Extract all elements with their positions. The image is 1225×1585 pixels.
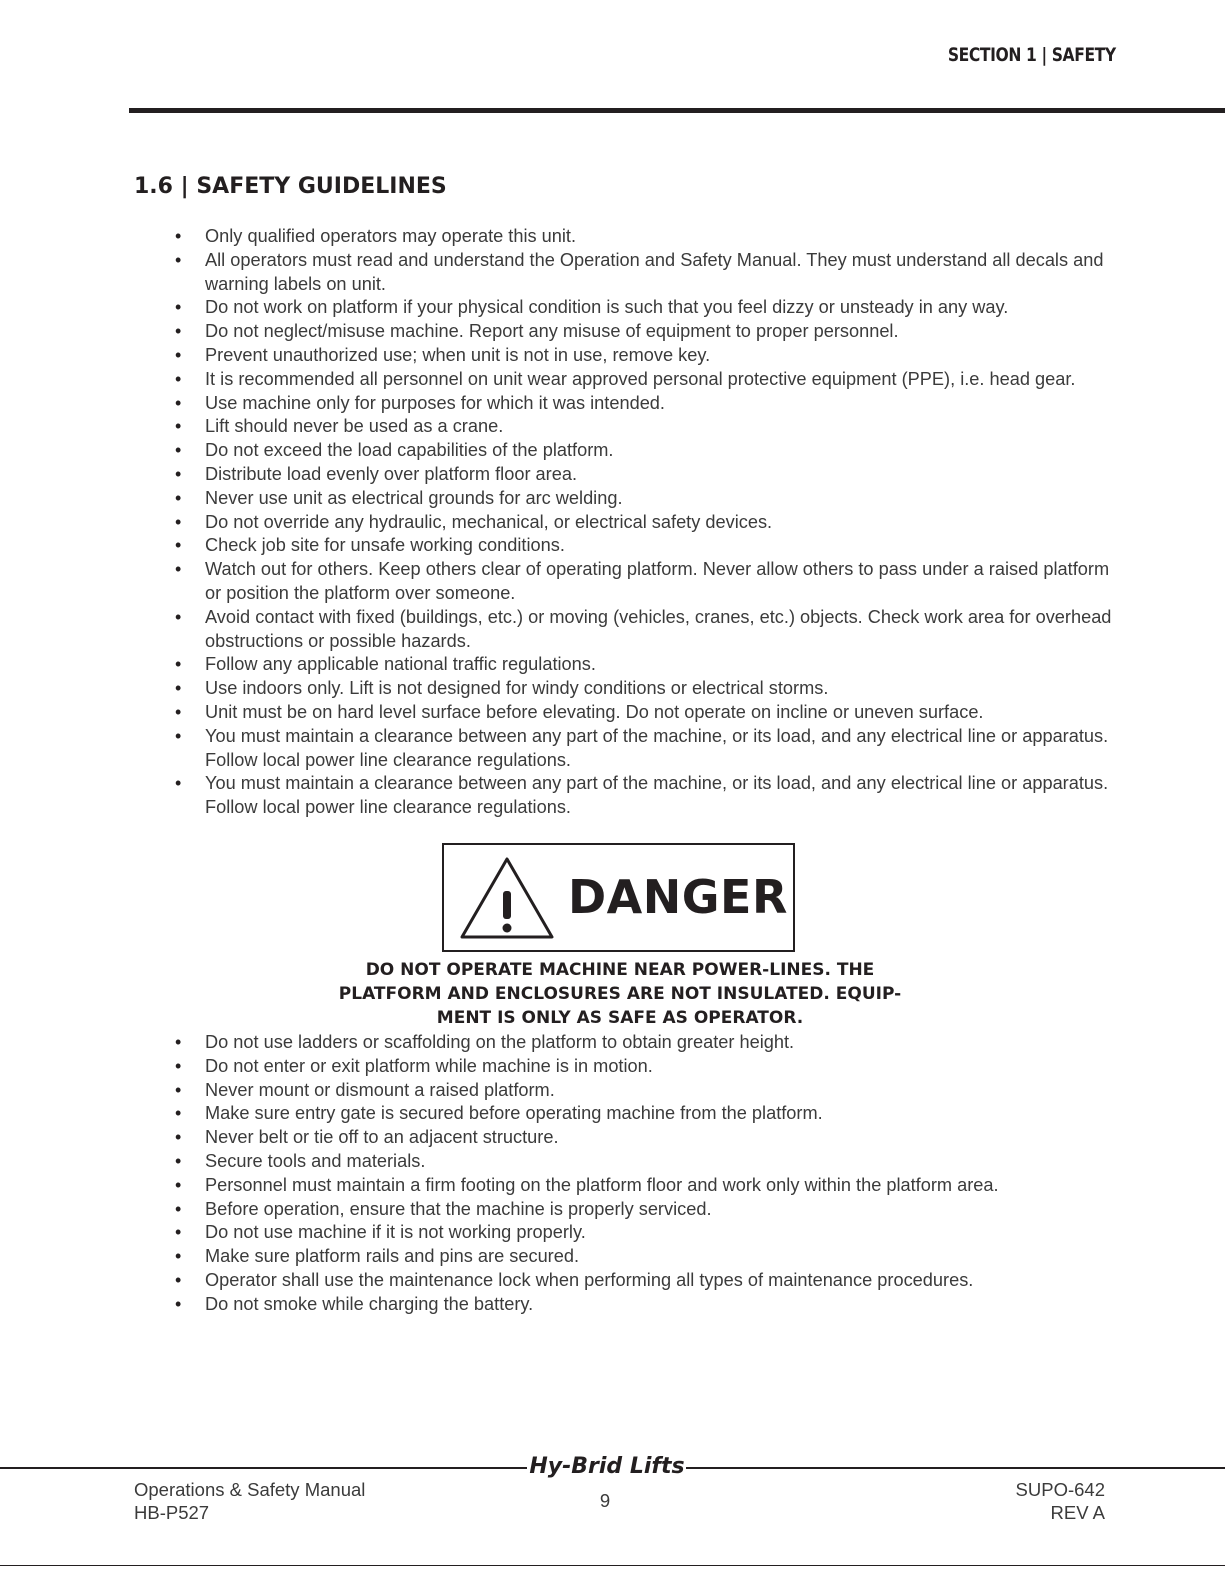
guideline-item: • Never mount or dismount a raised platform. (205, 1079, 1115, 1103)
guideline-item: • Do not use ladders or scaffolding on the platform to obtain greater height. (205, 1031, 1115, 1055)
revision: REV A (1050, 1502, 1105, 1523)
document-number: SUPO-642 (1015, 1479, 1105, 1500)
manual-title: Operations & Safety Manual (134, 1479, 366, 1500)
guideline-item: • Distribute load evenly over platform floor area. (205, 463, 1115, 487)
guideline-item: • Personnel must maintain a firm footing on the platform floor and work only within the platform area. (205, 1174, 1115, 1198)
guideline-item: • Prevent unauthorized use; when unit is not in use, remove key. (205, 344, 1115, 368)
guideline-item: • You must maintain a clearance between any part of the machine, or its load, and any electrical line or apparatus. Follow local power line clearance regulations. (205, 725, 1115, 773)
footer-divider-left (0, 1467, 527, 1469)
guideline-item: • Lift should never be used as a crane. (205, 415, 1115, 439)
danger-warning-text (318, 958, 922, 1030)
footer-divider-right (686, 1467, 1225, 1469)
page-bottom-edge (0, 1565, 1225, 1566)
page-number: 9 (599, 1490, 611, 1511)
brand-logo: Hy-Brid Lifts (529, 1454, 685, 1479)
danger-label (442, 843, 795, 952)
danger-line: MENT IS ONLY AS SAFE AS OPERATOR. (436, 1008, 804, 1028)
header-divider (129, 108, 1225, 113)
guideline-item: • All operators must read and understand the Operation and Safety Manual. They must understand all decals and warning labels on unit. (205, 249, 1115, 297)
guideline-item: • You must maintain a clearance between any part of the machine, or its load, and any electrical line or apparatus. Follow local power line clearance regulations. (205, 772, 1115, 820)
footer-manual-info (134, 1478, 365, 1524)
guidelines-list-after (205, 1031, 1115, 1317)
guideline-item: • Avoid contact with fixed (buildings, etc.) or moving (vehicles, cranes, etc.) objects. Check work area for overhead obstructions or possible hazards. (205, 606, 1115, 654)
guideline-item: • Follow any applicable national traffic regulations. (205, 653, 1115, 677)
guideline-item: • Unit must be on hard level surface before elevating. Do not operate on incline or uneven surface. (205, 701, 1115, 725)
model-number: HB-P527 (134, 1502, 210, 1523)
danger-word: DANGER (568, 870, 788, 924)
guideline-item: • Do not exceed the load capabilities of the platform. (205, 439, 1115, 463)
guideline-item: • Do not work on platform if your physical condition is such that you feel dizzy or unsteady in any way. (205, 296, 1115, 320)
guideline-item: • Never belt or tie off to an adjacent structure. (205, 1126, 1115, 1150)
guideline-item: • Secure tools and materials. (205, 1150, 1115, 1174)
guideline-item: • Never use unit as electrical grounds for arc welding. (205, 487, 1115, 511)
guideline-item: • Do not use machine if it is not working properly. (205, 1221, 1115, 1245)
guideline-item: • Check job site for unsafe working conditions. (205, 534, 1115, 558)
guideline-item: • Do not override any hydraulic, mechanical, or electrical safety devices. (205, 511, 1115, 535)
guideline-item: • Do not smoke while charging the battery. (205, 1293, 1115, 1317)
guideline-item: • Before operation, ensure that the machine is properly serviced. (205, 1198, 1115, 1222)
guideline-item: • Only qualified operators may operate this unit. (205, 225, 1115, 249)
section-header: SECTION 1 | SAFETY (948, 44, 1116, 66)
guideline-item: • Use indoors only. Lift is not designed for windy conditions or electrical storms. (205, 677, 1115, 701)
guideline-item: • Do not neglect/misuse machine. Report any misuse of equipment to proper personnel. (205, 320, 1115, 344)
danger-line: DO NOT OPERATE MACHINE NEAR POWER-LINES. THE (365, 960, 875, 980)
guidelines-list-before (205, 225, 1115, 820)
guideline-item: • Make sure entry gate is secured before operating machine from the platform. (205, 1102, 1115, 1126)
guideline-item: • Do not enter or exit platform while machine is in motion. (205, 1055, 1115, 1079)
guideline-item: • It is recommended all personnel on unit wear approved personal protective equipment (PPE), i.e. head gear. (205, 368, 1115, 392)
guideline-item: • Make sure platform rails and pins are secured. (205, 1245, 1115, 1269)
warning-triangle-icon (458, 855, 556, 941)
danger-line: PLATFORM AND ENCLOSURES ARE NOT INSULATED. EQUIP- (338, 984, 902, 1004)
guideline-item: • Use machine only for purposes for which it was intended. (205, 392, 1115, 416)
page-heading: 1.6 | SAFETY GUIDELINES (134, 174, 447, 199)
footer-doc-info (1016, 1478, 1105, 1524)
guideline-item: • Operator shall use the maintenance lock when performing all types of maintenance procedures. (205, 1269, 1115, 1293)
guideline-item: • Watch out for others. Keep others clear of operating platform. Never allow others to pass under a raised platform or position the platform over someone. (205, 558, 1115, 606)
